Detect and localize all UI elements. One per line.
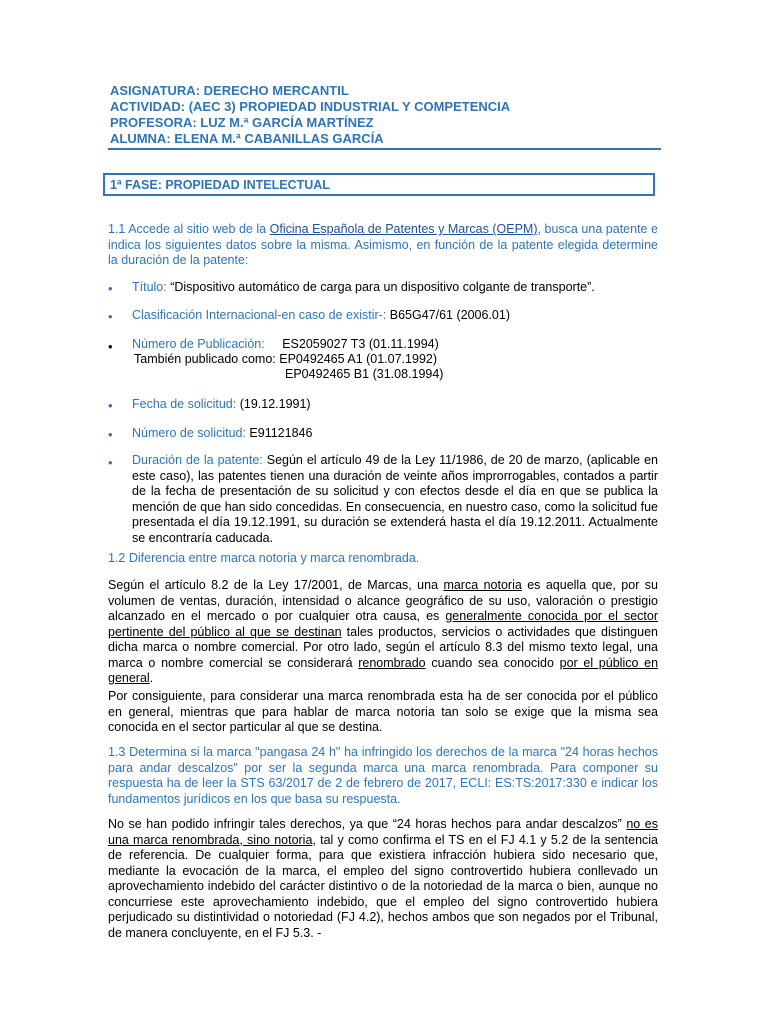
p1-underline-sector: generalmente conocida por el sector pertinente del público al que se destinan (108, 609, 658, 639)
bullet-dot: • (108, 339, 113, 354)
tambien-publicado-value-2: EP0492465 B1 (31.08.1994) (285, 367, 444, 381)
bullet-dot: • (108, 455, 113, 470)
p1-text-a: Según el artículo 8.2 de la Ley 17/2001, de Marcas, una (108, 578, 444, 592)
header-divider (108, 148, 661, 150)
header-professor: PROFESORA: LUZ M.ª GARCÍA MARTÍNEZ (110, 115, 374, 130)
p3-text-a: No se han podido infringir tales derechos, ya que “24 horas hechos para andar descalzos” (108, 817, 627, 831)
bullet-dot: • (108, 398, 113, 413)
titulo-value: “Dispositivo automático de carga para un dispositivo colgante de transporte”. (170, 280, 595, 294)
p1-underline-marca-notoria: marca notoria (443, 578, 522, 592)
numero-solicitud-value: E91121846 (249, 426, 313, 440)
tambien-publicado-value-1: EP0492465 A1 (01.07.1992) (279, 352, 438, 366)
bullet-fecha-solicitud (132, 397, 658, 413)
bullet-numero-solicitud (132, 426, 658, 442)
p1-text-b: es aquella que, por su volumen de ventas, duración, intensidad o alcance geográfico de su uso, valoración o prestigio alcanzado en el mercado o por cualquier otra causa, es (108, 578, 658, 623)
document-header (110, 83, 670, 147)
paragraph-respuesta (108, 817, 658, 941)
question-1-2: 1.2 Diferencia entre marca notoria y marca renombrada. (108, 551, 420, 565)
bullet-dot: • (108, 309, 113, 324)
question-1-1 (108, 222, 658, 269)
clasificacion-label: Clasificación Internacional-en caso de existir-: (132, 308, 390, 322)
header-subject: ASIGNATURA: DERECHO MERCANTIL (110, 83, 349, 98)
question-1-3: 1.3 Determina si la marca "pangasa 24 h" ha infringido los derechos de la marca "24 horas hechos para andar descalzos" por ser la segunda marca una marca renombrada. Para componer su respuesta ha de leer la STS 63/2017 de 2 de febrero de 2017, ECLI: ES:TS:2017:330 e indicar los fundamentos jurídicos en los que basa su respuesta. (108, 745, 658, 806)
numero-solicitud-label: Número de solicitud: (132, 426, 250, 440)
bullet-clasificacion (132, 308, 658, 324)
section-title: 1ª FASE: PROPIEDAD INTELECTUAL (110, 178, 330, 192)
p1-text-e: . (149, 671, 154, 685)
publicacion-value: ES2059027 T3 (01.11.1994) (282, 337, 439, 351)
oepm-link[interactable]: Oficina Española de Patentes y Marcas (OEPM) (269, 222, 538, 236)
fecha-value: (19.12.1991) (239, 397, 311, 411)
question-1-1-text: 1.1 Accede al sitio web de la (108, 222, 270, 236)
bullet-duracion (132, 453, 658, 546)
question-1-1-text-end: , busca una patente e indica los siguientes datos sobre la misma. Asimismo, en función de la patente elegida determine la duración de la patente: (108, 222, 658, 267)
fecha-label: Fecha de solicitud: (132, 397, 240, 411)
paragraph-marca-notoria (108, 578, 658, 687)
bullet-publicacion (132, 337, 658, 382)
bullet-dot: • (108, 281, 113, 296)
tambien-publicado-label: También publicado como: (134, 352, 280, 366)
clasificacion-value: B65G47/61 (2006.01) (389, 308, 510, 322)
p1-underline-publico-general: por el público en general (108, 655, 659, 685)
header-activity: ACTIVIDAD: (AEC 3) PROPIEDAD INDUSTRIAL Y COMPETENCIA (110, 99, 511, 114)
p1-text-c: tales productos, servicios o actividades que distinguen dicha marca o nombre comercial. Por otro lado, según el artículo 8.3 del mismo texto legal, una marca o nombre comercial se considerará (108, 624, 658, 670)
p3-text-b: , tal y como confirma el TS en el FJ 4.1 y 5.2 de la sentencia de referencia. De cualquier forma, para que existiera infracción hubiera sido necesario que, mediante la evocación de la marca, el empleo del signo controvertido hubiera conllevado un aprovechamiento indebido del carácter distintivo o de la notoriedad de la marca o bien, aunque no concurriese este aprovechamiento indebido, que el empleo del signo controvertido hubiera perjudicado su distintividad o notoriedad (FJ 4.2), hechos ambos que son negados por el Tribunal, de manera concluyente, en el FJ 5.3. - (108, 832, 658, 940)
bullet-dot: • (108, 427, 113, 442)
p3-underline-notoria: no es una marca renombrada, sino notoria (108, 817, 658, 847)
p1-text-d: cuando sea conocido (425, 655, 560, 670)
bullet-titulo (132, 280, 658, 296)
header-student: ALUMNA: ELENA M.ª CABANILLAS GARCÍA (110, 131, 384, 146)
duracion-label: Duración de la patente: (132, 453, 267, 467)
publicacion-label: Número de Publicación: (132, 337, 269, 351)
paragraph-conclusion: Por consiguiente, para considerar una marca renombrada esta ha de ser conocida por el público en general, mientras que para hablar de marca notoria tan solo se exige que la misma sea conocida en el sector particular al que se destina. (108, 689, 658, 734)
section-title-box (103, 173, 655, 196)
p1-underline-renombrado: renombrado (358, 655, 426, 670)
duracion-value: Según el artículo 49 de la Ley 11/1986, de 20 de marzo, (aplicable en este caso), las patentes tienen una duración de veinte años improrrogables, contados a partir de la fecha de presentación de su solicitud y con efectos desde el día en que se publica la mención de que han sido concedidas. En consecuencia, en nuestro caso, como la solicitud fue presentada el día 19.12.1991, su duración se extenderá hasta el día 19.12.2011. Actualmente se encontraría caducada. (132, 453, 658, 545)
titulo-label: Título: (132, 280, 171, 294)
